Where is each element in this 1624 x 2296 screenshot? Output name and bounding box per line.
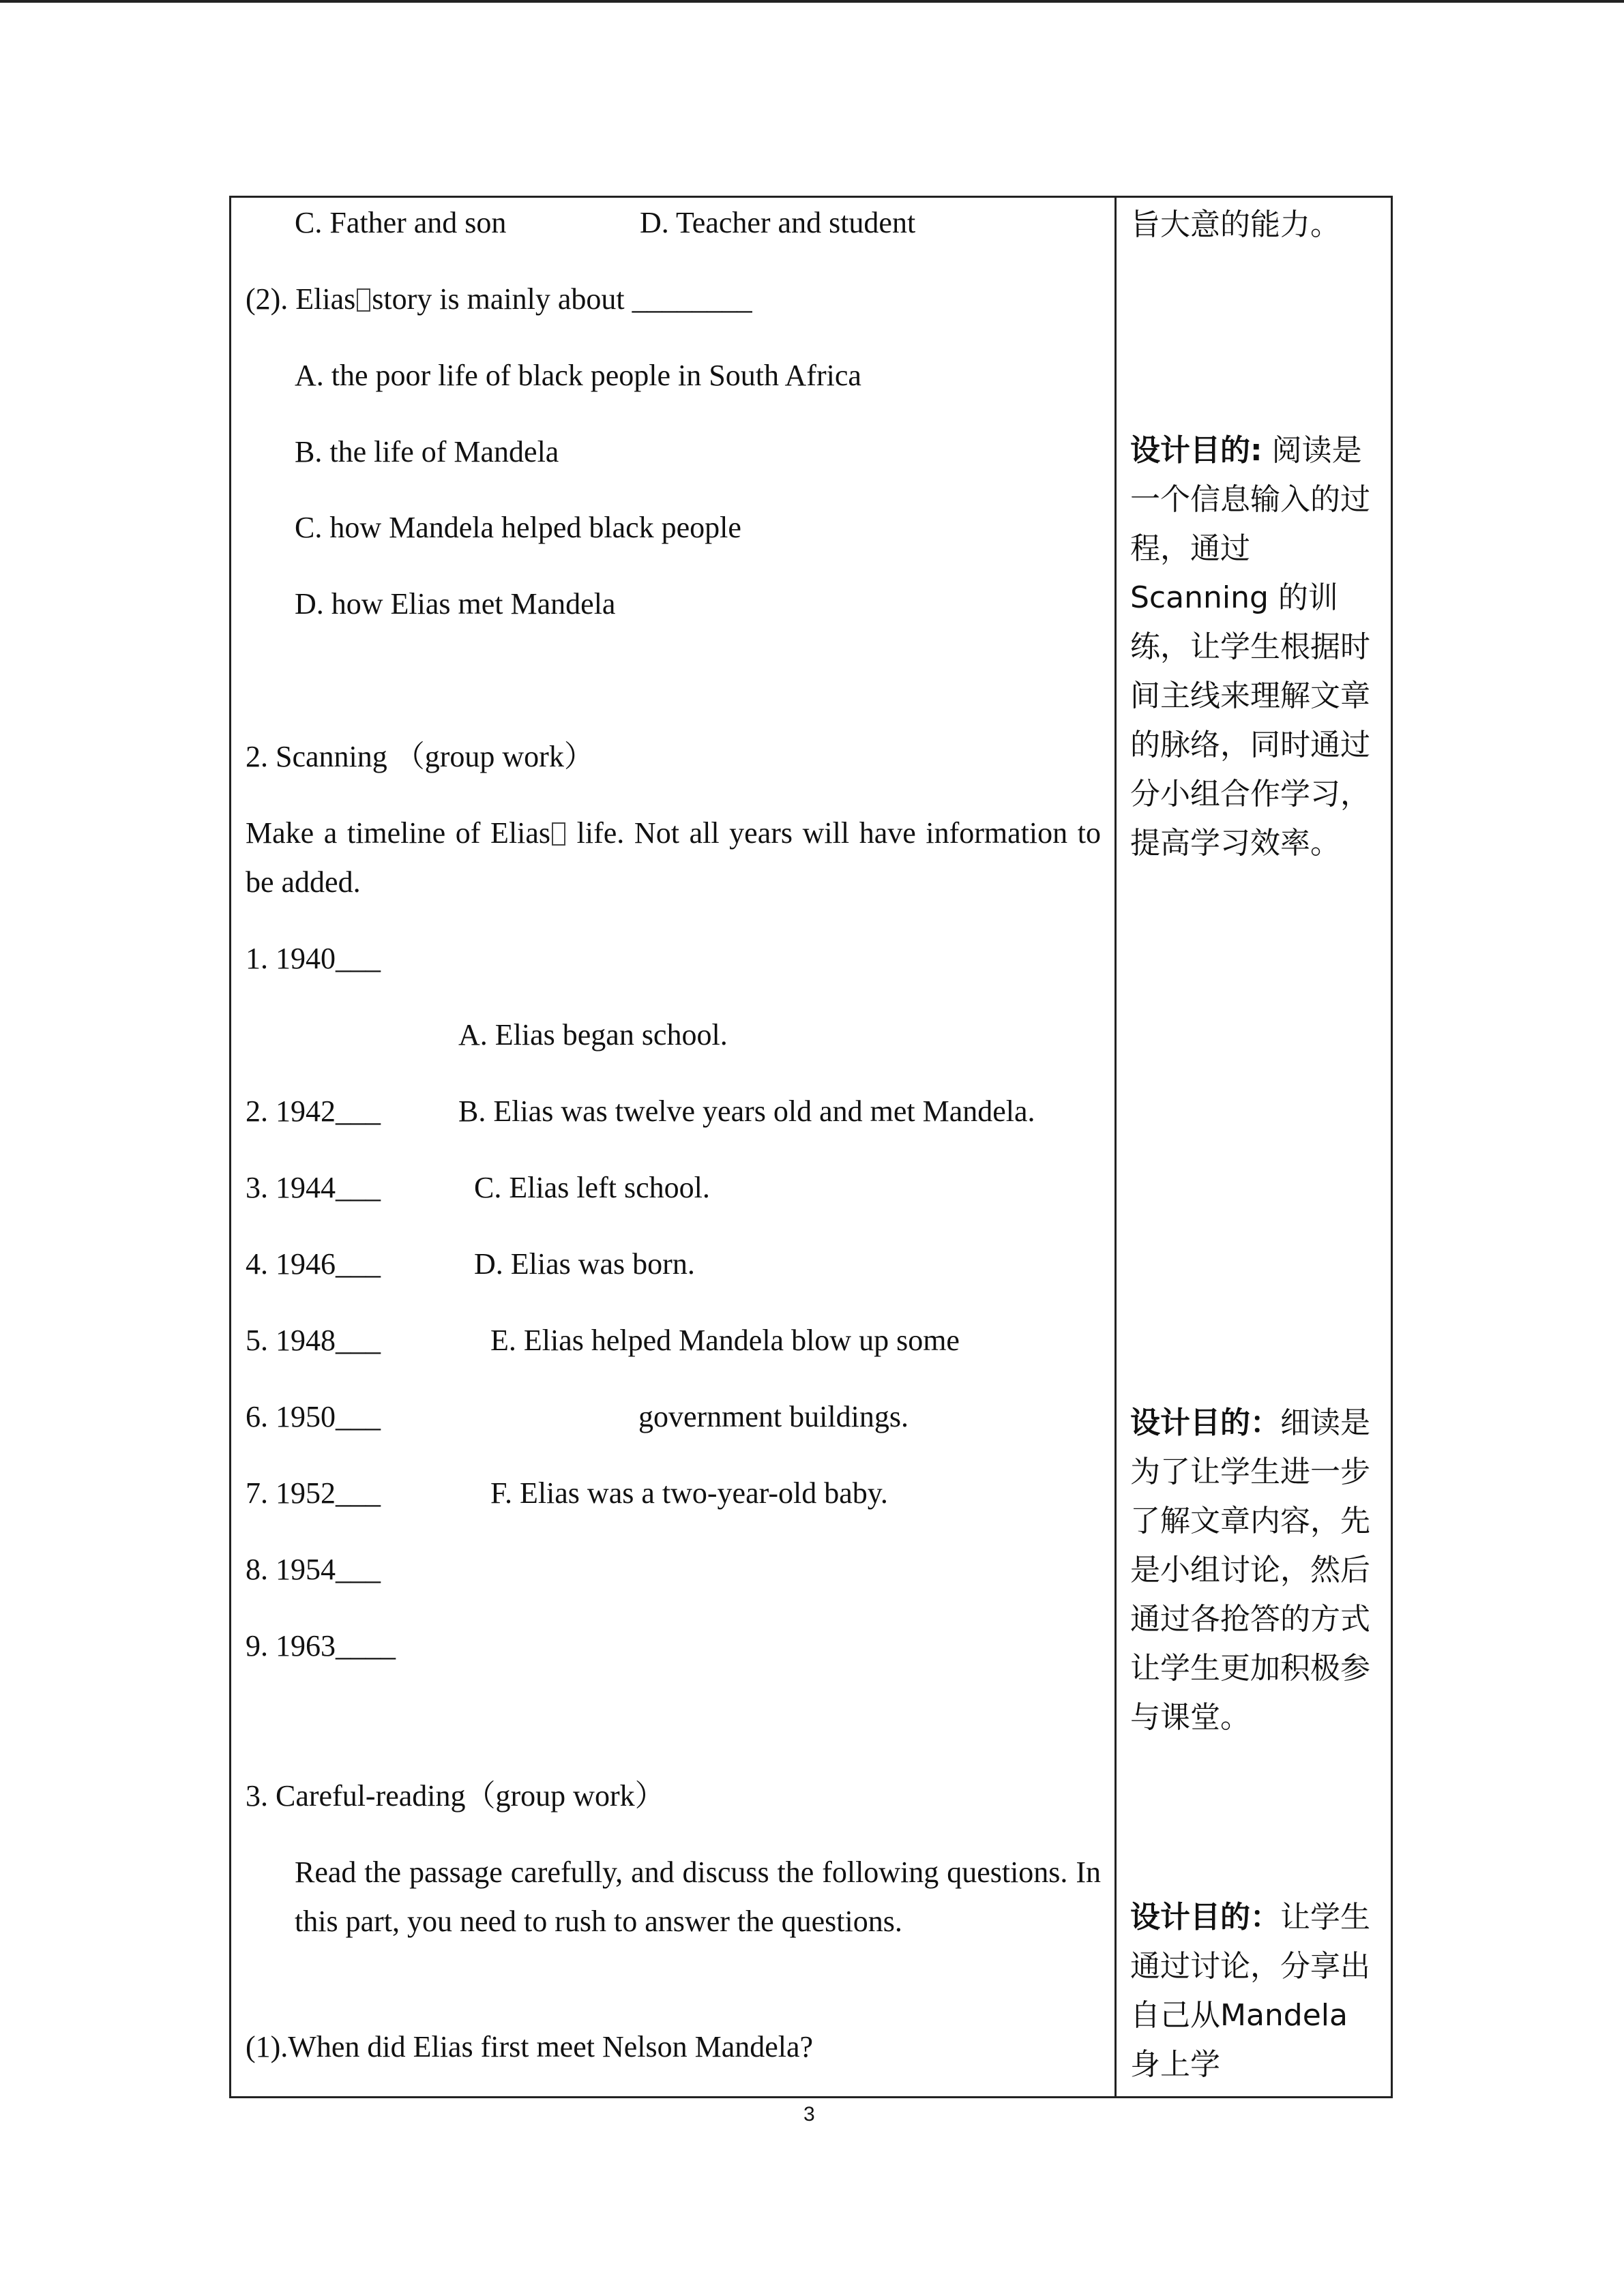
column-divider (1114, 196, 1117, 2098)
timeline-year-1946: 4. 1946___ (246, 1247, 381, 1281)
q2-option-d: D. how Elias met Mandela (295, 587, 616, 621)
missing-glyph-box (552, 822, 565, 846)
q2-option-b: B. the life of Mandela (295, 435, 559, 468)
timeline-event-f: F. Elias was a two-year-old baby. (490, 1476, 888, 1510)
missing-glyph-box (357, 288, 370, 312)
q2-option-a: A. the poor life of black people in South Africa (295, 359, 861, 392)
q2-question: (2). Elias story is mainly about ________ (246, 282, 752, 316)
timeline-year-1942: 2. 1942___ (246, 1094, 381, 1128)
timeline-year-1948: 5. 1948___ (246, 1324, 381, 1357)
timeline-event-b: B. Elias was twelve years old and met Mandela. (458, 1094, 1035, 1128)
timeline-year-1944: 3. 1944___ (246, 1171, 381, 1204)
q1-option-d: D. Teacher and student (640, 206, 916, 239)
timeline-event-e-continued: government buildings. (638, 1400, 909, 1433)
page-number: 3 (803, 2103, 815, 2126)
timeline-event-d: D. Elias was born. (474, 1247, 695, 1281)
careful-reading-heading: 3. Careful-reading（group work） (246, 1779, 665, 1813)
timeline-event-c: C. Elias left school. (474, 1171, 710, 1204)
timeline-event-a: A. Elias began school. (458, 1018, 728, 1052)
careful-reading-instruction: Read the passage carefully, and discuss the following questions. In this part, you need to rush to answer the questions. (295, 1855, 1101, 1938)
q1-option-c: C. Father and son (295, 206, 507, 239)
timeline-event-e: E. Elias helped Mandela blow up some (490, 1324, 960, 1357)
right-top-text: 旨大意的能力。 (1130, 207, 1340, 242)
timeline-year-1954: 8. 1954___ (246, 1553, 381, 1586)
careful-question-1: (1).When did Elias first meet Nelson Mandela? (246, 2030, 814, 2063)
q2-option-c: C. how Mandela helped black people (295, 511, 741, 544)
timeline-year-1952: 7. 1952___ (246, 1476, 381, 1510)
top-border-line (0, 0, 1624, 3)
scanning-heading: 2. Scanning （group work） (246, 740, 594, 773)
timeline-year-1940: 1. 1940___ (246, 942, 381, 975)
scanning-instruction: Make a timeline of Elias life. Not all years will have information to be added. (246, 816, 1101, 899)
design-note-discussion: 设计目的：让学生通过讨论，分享出自己从Mandela 身上学 (1130, 1900, 1370, 2082)
timeline-year-1950: 6. 1950___ (246, 1400, 381, 1433)
design-note-careful-reading: 设计目的：细读是为了让学生进一步了解文章内容，先是小组讨论，然后通过各抢答的方式让学生更加积极参与课堂。 (1130, 1405, 1370, 1735)
design-note-scanning: 设计目的: 阅读是一个信息输入的过程，通过Scanning 的训练，让学生根据时间主线来理解文章的脉络，同时通过分小组合作学习，提高学习效率。 (1130, 433, 1370, 861)
timeline-year-1963: 9. 1963____ (246, 1629, 396, 1663)
